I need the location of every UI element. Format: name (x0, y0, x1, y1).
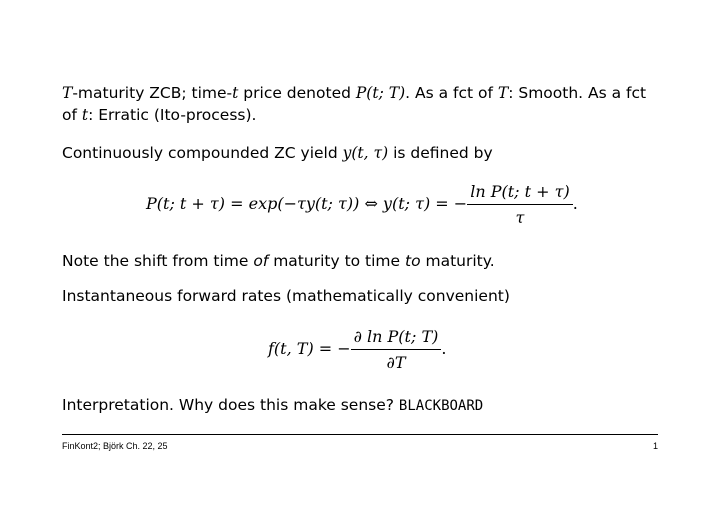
paragraph-interpretation (62, 394, 662, 417)
paragraph-forward-rates: Instantaneous forward rates (mathematically convenient) (62, 287, 510, 305)
paragraph-note-shift (62, 250, 662, 272)
text: : Erratic (Ito-process). (88, 106, 257, 124)
blackboard-code: BLACKBOARD (398, 398, 484, 414)
text: price denoted (238, 84, 356, 102)
math-yield: y(t, τ) (342, 144, 389, 162)
math-T: T (62, 84, 73, 102)
paragraph-zcb-definition (62, 82, 662, 126)
math-t: t (232, 84, 239, 102)
fraction-numerator: ∂ ln P(t; T) (351, 327, 442, 350)
equation-lhs: f(t, T) = − (268, 339, 351, 358)
text: : Smooth. As a fct of (62, 84, 647, 124)
fraction (467, 182, 573, 227)
paragraph-yield-definition (62, 142, 662, 164)
emphasis-of: of (253, 252, 269, 270)
text: Continuously compounded ZC yield (62, 144, 343, 162)
text: Interpretation. Why does this make sense? (62, 396, 399, 414)
equation-lhs: P(t; t + τ) = exp(−τy(t; τ)) ⇔ y(t; τ) = − (146, 194, 468, 213)
fraction-denominator: τ (515, 208, 525, 227)
equation-forward-rate (268, 327, 446, 372)
text: . As a fct of (405, 84, 498, 102)
math-t: t (81, 106, 89, 124)
footer-rule (62, 434, 658, 435)
equation-period: . (572, 194, 578, 213)
page-number: 1 (652, 441, 658, 451)
text: Note the shift from time (62, 252, 254, 270)
emphasis-to: to (405, 252, 421, 270)
math-price: P(t; T) (355, 84, 406, 102)
fraction-numerator: ln P(t; t + τ) (467, 182, 573, 205)
text: maturity. (420, 252, 495, 270)
fraction (351, 327, 442, 372)
equation-period: . (441, 339, 447, 358)
text: -maturity ZCB; time- (72, 84, 233, 102)
footer-source: FinKont2; Björk Ch. 22, 25 (62, 441, 168, 451)
math-T: T (497, 84, 509, 102)
text: maturity to time (268, 252, 405, 270)
fraction-denominator: ∂T (386, 353, 406, 372)
text: is defined by (388, 144, 493, 162)
equation-yield (146, 182, 578, 227)
